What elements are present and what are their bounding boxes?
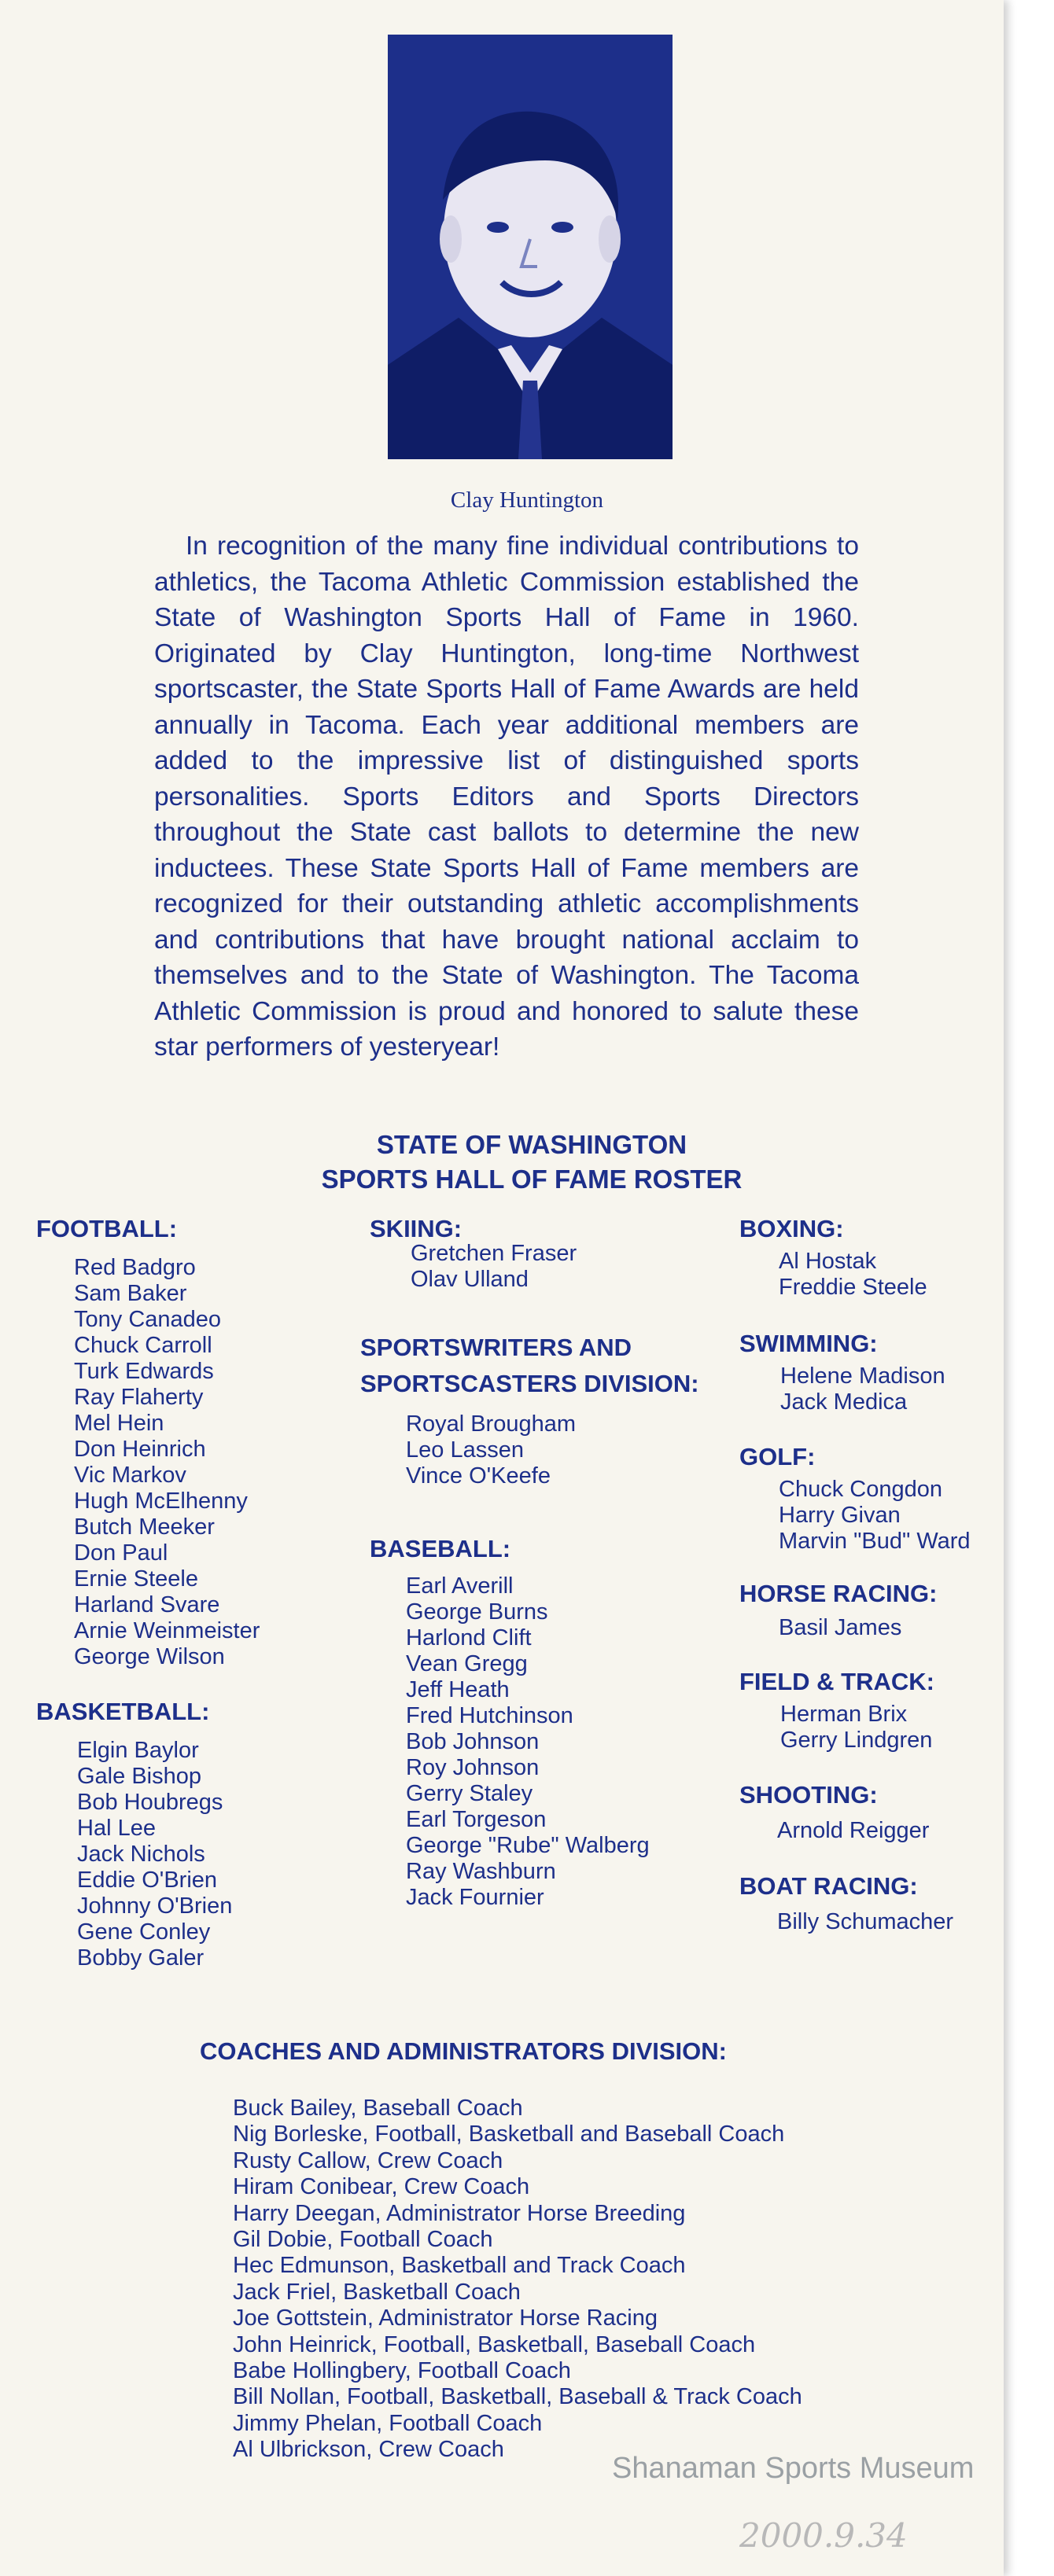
museum-watermark: Shanaman Sports Museum — [612, 2452, 975, 2485]
list-item: Eddie O'Brien — [77, 1868, 218, 1893]
list-item: Don Paul — [74, 1540, 168, 1566]
list-item: Joe Gottstein, Administrator Horse Racing — [233, 2306, 658, 2331]
list-item: Gale Bishop — [77, 1764, 201, 1789]
list-item: Ernie Steele — [74, 1566, 198, 1592]
list-item: George Wilson — [74, 1644, 225, 1669]
list-item: Olav Ulland — [411, 1267, 529, 1292]
list-item: Basil James — [779, 1615, 902, 1640]
list-item: Earl Averill — [406, 1573, 514, 1599]
list-item: Elgin Baylor — [77, 1738, 199, 1763]
category-title: BASKETBALL: — [36, 1698, 210, 1725]
list-item: Vean Gregg — [406, 1651, 528, 1676]
list-item: Nig Borleske, Football, Basketball and Baseball Coach — [233, 2122, 785, 2147]
member-list — [779, 1249, 927, 1301]
category-title: HORSE RACING: — [739, 1580, 938, 1607]
list-item: Bill Nollan, Football, Basketball, Baseball & Track Coach — [233, 2384, 802, 2410]
category-sportswriters — [360, 1330, 699, 1489]
portrait-photo — [388, 35, 673, 459]
category-basketball — [36, 1697, 232, 1971]
list-item: Jeff Heath — [406, 1677, 510, 1702]
list-item: Al Ulbrickson, Crew Coach — [233, 2437, 504, 2463]
list-item: Bob Houbregs — [77, 1790, 223, 1815]
list-item: Jack Friel, Basketball Coach — [233, 2279, 521, 2305]
list-item: Vic Markov — [74, 1463, 186, 1488]
list-item: Butch Meeker — [74, 1514, 215, 1540]
list-item: Hal Lee — [77, 1816, 156, 1841]
category-title: FOOTBALL: — [36, 1215, 178, 1242]
list-item: Herman Brix — [780, 1702, 908, 1727]
list-item: Buck Bailey, Baseball Coach — [233, 2096, 523, 2121]
list-item: Harry Givan — [779, 1503, 901, 1528]
list-item: Harland Svare — [74, 1592, 220, 1617]
list-item: Arnold Reigger — [777, 1818, 930, 1843]
category-golf — [739, 1442, 971, 1555]
list-item: Fred Hutchinson — [406, 1703, 573, 1728]
category-title: BASEBALL: — [370, 1535, 511, 1562]
list-item: John Heinrick, Football, Basketball, Baseball Coach — [233, 2331, 756, 2357]
category-field-track — [739, 1667, 934, 1754]
list-item: Jimmy Phelan, Football Coach — [233, 2410, 543, 2436]
coaches-title: COACHES AND ADMINISTRATORS DIVISION: — [200, 2037, 727, 2065]
list-item: Don Heinrich — [74, 1437, 206, 1462]
member-list — [406, 1573, 650, 1911]
list-item: Harry Deegan, Administrator Horse Breeding — [233, 2200, 686, 2226]
member-list — [77, 1738, 232, 1971]
category-boat-racing — [739, 1871, 953, 1935]
category-title: SWIMMING: — [739, 1330, 878, 1357]
category-title: SKIING: — [370, 1215, 463, 1242]
category-title: FIELD & TRACK: — [739, 1668, 934, 1695]
category-title: SHOOTING: — [739, 1781, 878, 1809]
list-item: George Burns — [406, 1599, 548, 1625]
category-swimming — [739, 1329, 945, 1415]
list-item: Babe Hollingbery, Football Coach — [233, 2358, 571, 2384]
list-item: Harlond Clift — [406, 1625, 532, 1650]
list-item: Jack Fournier — [406, 1885, 544, 1910]
category-football — [36, 1214, 260, 1670]
list-item: Al Hostak — [779, 1249, 877, 1274]
list-item: Leo Lassen — [406, 1437, 524, 1463]
photo-caption: Clay Huntington — [450, 488, 604, 513]
category-boxing — [739, 1214, 927, 1301]
category-baseball — [370, 1534, 650, 1911]
list-item: Hiram Conibear, Crew Coach — [233, 2174, 530, 2200]
category-title-line-2: SPORTSCASTERS DIVISION: — [360, 1370, 699, 1397]
list-item: Jack Medica — [780, 1389, 908, 1415]
member-list — [780, 1702, 934, 1754]
member-list — [779, 1477, 971, 1555]
list-item: Helene Madison — [780, 1363, 945, 1389]
list-item: Roy Johnson — [406, 1755, 540, 1780]
list-item: Turk Edwards — [74, 1359, 214, 1384]
list-item: Gil Dobie, Football Coach — [233, 2227, 493, 2253]
list-item: Hugh McElhenny — [74, 1489, 248, 1514]
category-title-line-1: SPORTSWRITERS AND — [360, 1334, 632, 1361]
member-list — [777, 1818, 929, 1844]
list-item: Royal Brougham — [406, 1411, 576, 1437]
list-item: Hec Edmunson, Basketball and Track Coach — [233, 2253, 686, 2279]
member-list — [777, 1909, 953, 1935]
roster-title-line-1: STATE OF WASHINGTON — [376, 1130, 687, 1159]
coaches-list — [233, 2096, 802, 2464]
category-horse-racing — [739, 1579, 937, 1641]
list-item: Jack Nichols — [77, 1842, 205, 1867]
list-item: Billy Schumacher — [777, 1909, 954, 1934]
list-item: Freddie Steele — [779, 1275, 927, 1300]
list-item: Gerry Staley — [406, 1781, 533, 1806]
roster-title-line-2: SPORTS HALL OF FAME ROSTER — [321, 1165, 743, 1194]
member-list — [779, 1615, 937, 1641]
list-item: Marvin "Bud" Ward — [779, 1529, 971, 1554]
list-item: Sam Baker — [74, 1281, 187, 1306]
list-item: Chuck Carroll — [74, 1333, 212, 1358]
category-shooting — [739, 1780, 929, 1844]
category-skiing — [370, 1214, 577, 1293]
list-item: Gene Conley — [77, 1919, 211, 1945]
list-item: Earl Torgeson — [406, 1807, 547, 1832]
list-item: Rusty Callow, Crew Coach — [233, 2147, 503, 2173]
list-item: Chuck Congdon — [779, 1477, 942, 1502]
list-item: George "Rube" Walberg — [406, 1833, 650, 1858]
list-item: Red Badgro — [74, 1255, 196, 1280]
list-item: Ray Flaherty — [74, 1385, 204, 1410]
member-list — [74, 1255, 260, 1670]
intro-paragraph: In recognition of the many fine individual contributions to athletics, the Tacoma Athletic Commission established the State of Washington Sports Hall of Fame in 1960. Originated by Clay Huntington, long-time Northwest sportscaster, the State Sports Hall of Fame Awards are held annually in Tacoma. Each year additional members are added to the impressive list of distinguished sports personalities. Sports Editors and Sports Directors throughout the State cast ballots to determine the new inductees. These State Sports Hall of Fame members are recognized for their outstanding athletic accomplishments and contributions that have brought national acclaim to themselves and to the State of Washington. The Tacoma Athletic Commission is proud and honored to salute these star performers of yesteryear! — [154, 532, 859, 1062]
member-list — [780, 1363, 945, 1415]
list-item: Arnie Weinmeister — [74, 1618, 260, 1643]
list-item: Mel Hein — [74, 1411, 164, 1436]
category-title: GOLF: — [739, 1443, 816, 1470]
list-item: Gretchen Fraser — [411, 1241, 577, 1266]
category-title: BOXING: — [739, 1215, 844, 1242]
list-item: Gerry Lindgren — [780, 1728, 933, 1753]
list-item: Ray Washburn — [406, 1859, 556, 1884]
list-item: Johnny O'Brien — [77, 1893, 233, 1919]
category-title: BOAT RACING: — [739, 1872, 918, 1900]
list-item: Bob Johnson — [406, 1729, 540, 1754]
member-list — [406, 1411, 699, 1489]
accession-number: 2000.9.34 — [739, 2516, 908, 2555]
roster-title — [0, 1128, 1004, 1197]
list-item: Vince O'Keefe — [406, 1463, 551, 1489]
member-list — [411, 1241, 577, 1293]
list-item: Tony Canadeo — [74, 1307, 222, 1332]
list-item: Bobby Galer — [77, 1945, 205, 1971]
